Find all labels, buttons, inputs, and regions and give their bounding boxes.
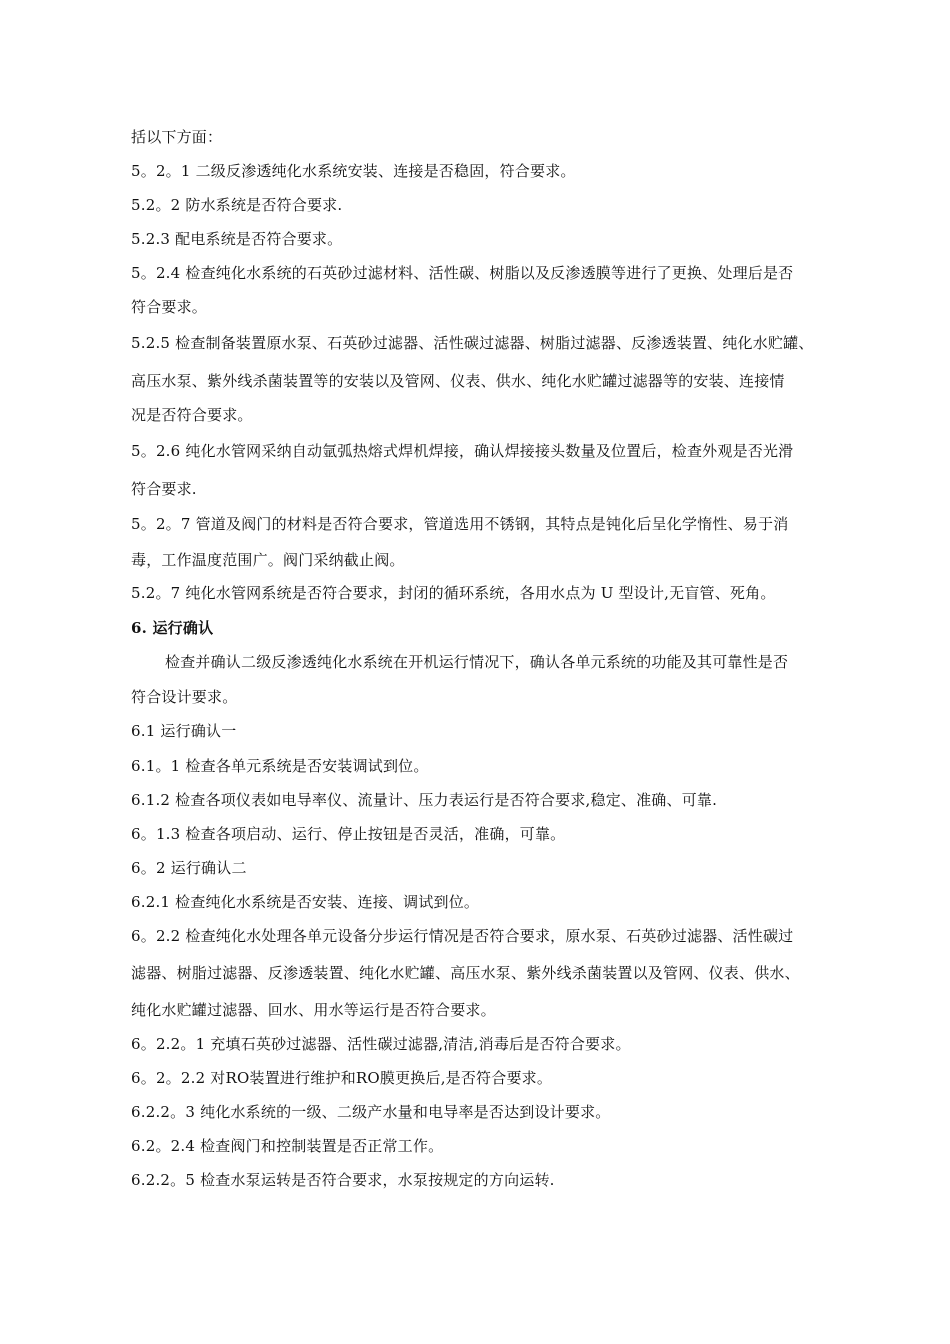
text-line: 6.1 运行确认一 <box>131 722 237 740</box>
text-line: 符合要求。 <box>131 298 208 316</box>
text-line: 5。2。7 管道及阀门的材料是否符合要求，管道选用不锈钢，其特点是钝化后呈化学惰性、易于消 <box>131 515 789 533</box>
text-line: 6.2。2.4 检查阀门和控制装置是否正常工作。 <box>131 1137 444 1155</box>
text-line: 检查并确认二级反渗透纯化水系统在开机运行情况下，确认各单元系统的功能及其可靠性是否 <box>165 653 789 671</box>
text-line: 况是否符合要求。 <box>131 406 253 424</box>
text-line: 5。2.4 检查纯化水系统的石英砂过滤材料、活性碳、树脂以及反渗透膜等进行了更换、处理后是否 <box>131 264 794 282</box>
text-line: 6。2.2。1 充填石英砂过滤器、活性碳过滤器,清洁,消毒后是否符合要求。 <box>131 1035 631 1053</box>
text-line: 5。2.6 纯化水管网采纳自动氩弧热熔式焊机焊接，确认焊接接头数量及位置后，检查外观是否光滑 <box>131 442 794 460</box>
text-line: 6。2.2 检查纯化水处理各单元设备分步运行情况是否符合要求，原水泵、石英砂过滤器、活性碳过 <box>131 927 794 945</box>
text-line: 符合设计要求。 <box>131 688 238 706</box>
text-line: 5.2。7 纯化水管网系统是否符合要求，封闭的循环系统，各用水点为 U 型设计,无盲管、死角。 <box>131 584 776 602</box>
text-line: 括以下方面： <box>131 128 223 146</box>
text-line: 6。1.3 检查各项启动、运行、停止按钮是否灵活，准确，可靠。 <box>131 825 566 843</box>
text-line: 5.2。2 防水系统是否符合要求. <box>131 196 343 214</box>
text-line: 6。2 运行确认二 <box>131 859 247 877</box>
text-line: 5.2.3 配电系统是否符合要求。 <box>131 230 343 248</box>
text-line: 6.2.2。5 检查水泵运转是否符合要求，水泵按规定的方向运转. <box>131 1171 555 1189</box>
text-line: 6.1.2 检查各项仪表如电导率仪、流量计、压力表运行是否符合要求,稳定、准确、可靠. <box>131 791 718 809</box>
text-line: 高压水泵、紫外线杀菌装置等的安装以及管网、仪表、供水、纯化水贮罐过滤器等的安装、连接情 <box>131 372 785 390</box>
text-line: 5.2.5 检查制备装置原水泵、石英砂过滤器、活性碳过滤器、树脂过滤器、反渗透装置、纯化水贮罐、 <box>131 334 814 352</box>
text-line: 5。2。1 二级反渗透纯化水系统安装、连接是否稳固，符合要求。 <box>131 162 576 180</box>
text-line: 毒，工作温度范围广。阀门采纳截止阀。 <box>131 551 405 569</box>
text-line: 6.1。1 检查各单元系统是否安装调试到位。 <box>131 757 429 775</box>
text-line: 滤器、树脂过滤器、反渗透装置、纯化水贮罐、高压水泵、紫外线杀菌装置以及管网、仪表、供水、 <box>131 964 800 982</box>
text-line: 符合要求. <box>131 480 197 498</box>
text-line: 6。2。2.2 对RO装置进行维护和RO膜更换后,是否符合要求。 <box>131 1069 553 1087</box>
section-heading: 6. 运行确认 <box>131 619 214 637</box>
text-line: 6.2.2。3 纯化水系统的一级、二级产水量和电导率是否达到设计要求。 <box>131 1103 611 1121</box>
text-line: 6.2.1 检查纯化水系统是否安装、连接、调试到位。 <box>131 893 480 911</box>
text-line: 纯化水贮罐过滤器、回水、用水等运行是否符合要求。 <box>131 1001 496 1019</box>
